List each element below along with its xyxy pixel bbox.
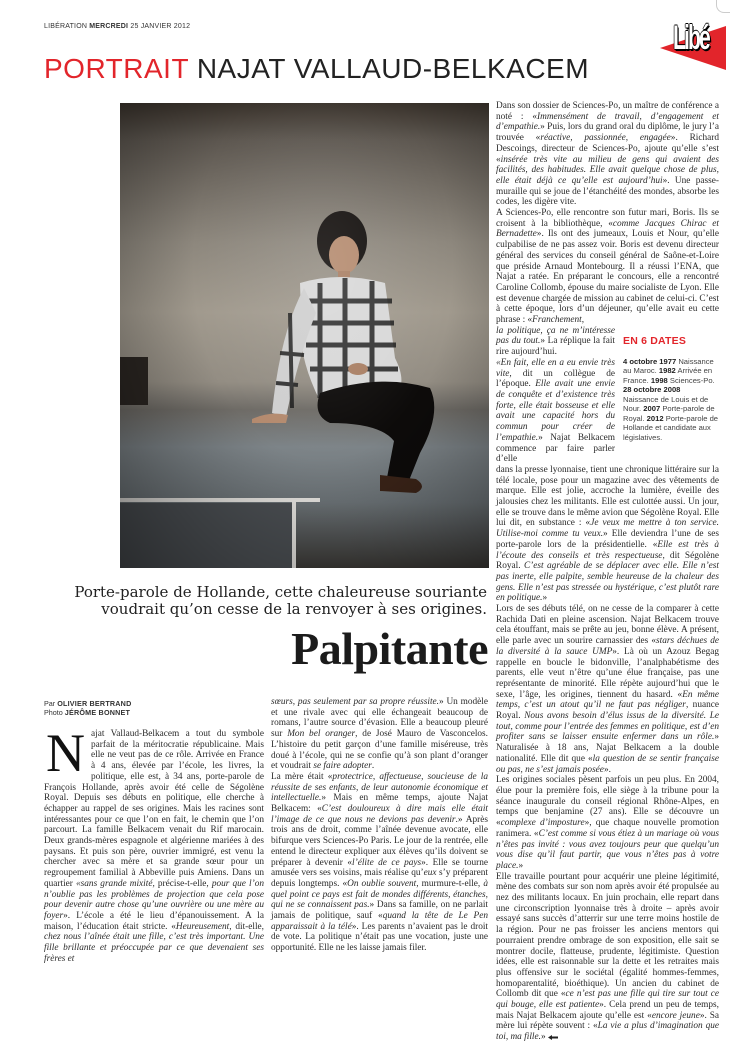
article-narrow-text: la politique, ça ne m’intéresse pas du tout.» La réplique la fait rire aujourd’hui. «En fait, elle en a eu envie très vite, dit un collègue de l’époque. Elle avait une envie de conquête et d’existence très forte, elle était bosseuse et elle avait une capacité hors du commun pour créer de l’empathie.» Najat Belkacem commence par faire parler d’elle — [496, 325, 615, 465]
date-item-text: Porte-parole de Hollande et candidate aux législatives. — [623, 413, 719, 442]
article-paragraph: sœurs, pas seulement par sa propre réussite.» Un modèle et une rivale avec qui elle échangeait beaucoup de romans, l’autre source d’évasion. Elle a beaucoup pleuré sur Mon bel oranger, de José Mauro de Vasconcelos. L’histoire du petit garçon d’une famille miséreuse, très doué à l’école, qui ne se confie qu’à son plant d’oranger et voudrait se faire adopter. — [271, 697, 489, 772]
article-column-1 — [44, 723, 264, 964]
folio-date: 25 JANVIER 2012 — [130, 23, 191, 30]
dates-split — [496, 326, 719, 465]
page-title — [44, 52, 589, 86]
photo-vignette — [120, 103, 489, 568]
drop-cap: N — [46, 723, 85, 783]
date-item-text: Porte-parole de Royal. — [623, 404, 715, 423]
article-paragraph: A Sciences-Po, elle rencontre son futur mari, Boris. Ils se croisent à la bibliothèque, «comme Jacques Chirac et Bernadette». Ils ont des jumeaux, Louis et Nour, qu’elle culpabilise de ne pas assez voir. Boris est devenu directeur général des services du conseil général de Saône-et-Loire que préside Arnaud Montebourg. Il a réussi l’ENA, que Najat a ratée. En préparant le concours, elle a rencontré Caroline Collomb, épouse du maire socialiste de Lyon. Elle est devenue chargée de mission au cabinet de celui-ci. C’est à cette époque, lors d’un déjeuner, qu’elle avait eu cette phrase : «Franchement, — [496, 208, 719, 326]
headline: Palpitante — [291, 623, 488, 674]
byline-author: OLIVIER BERTRAND — [57, 699, 132, 708]
date-item-date: 4 octobre 1977 — [623, 356, 677, 366]
folio — [44, 23, 190, 30]
date-item-text: Naissance de Louis et de Nour. — [623, 394, 709, 414]
byline-by-label: Par — [44, 699, 56, 708]
standfirst-line: Porte-parole de Hollande, cette chaleureuse souriante — [74, 583, 487, 601]
end-of-article-icon — [548, 1035, 558, 1040]
logo-wordmark: Libé — [673, 19, 709, 57]
dates-box — [623, 326, 719, 465]
libe-logo — [660, 12, 726, 70]
standfirst-line: voudrait qu’on cesse de la renvoyer à ses origines. — [101, 600, 487, 618]
portrait-photo — [120, 103, 489, 568]
article-paragraph: Lors de ses débuts télé, on ne cesse de la comparer à cette Rachida Dati en pleine ascension. Najat Belkacem trouve cela étouffant, mais se prête au jeu, bonne élève. A présent, elle parle avec un sourire carnassier des «stars déchues de la diversité à la sauce UMP». Là où un Azouz Begag rappelle en boucle le bidonville, l’analphabétisme des parents, elle veut n’être qu’une élue française, pas une représentante de minorité. Elle répète aujourd’hui que le sexe, l’âge, les origines, tiennent du hasard. «En même temps, c’est un atout qu’il ne faut pas négliger, nuance Royal. Nous avons besoin d’élus issus de la diversité. Le tout, comme pour l’entrée des femmes en politique, est d’en profiter sans se laisser ensuite enfermer dans un rôle.» Naturalisée à 18 ans, Najat Belkacem a la double nationalité. Elle dit que «la question de se sentir française ou pas, ne s’est jamais posée». — [496, 604, 720, 775]
date-item-text: Sciences-Po. — [669, 375, 715, 385]
section-label: PORTRAIT — [44, 53, 189, 84]
folio-weekday: MERCREDI — [89, 23, 129, 30]
article-paragraph: Najat Vallaud-Belkacem a tout du symbole parfait de la méritocratie républicaine. Mais elle ne veut pas de ce rôle. Arrivée en France à 4 ans, élevée par l’école, les livres, la politique, elle est, à 34 ans, porte-parole de François Hollande, après avoir été celle de Ségolène Royal. Depuis ses débuts en politique, elle cherche à échapper au rappel de ses origines. Mais les racines sont intéressantes pour ce que l’on en fait, le chemin que l’on parcourt. La famille Belkacem venait du Rif marocain. Deux grands-mères espagnole et algérienne mariées à des paysans. Et puis son père, ouvrier immigré, est venu la chercher avec sa mère et sa grande sœur pour un regroupement familial à Abbeville puis Amiens. Dans un quartier «sans grande mixité, précise-t-elle, pour que l’on n’oublie pas les problèmes de projection que cela pose pour devenir autre chose qu’une ouvrière ou une mère au foyer». L’école a été le lieu d’épanouissement. A la maison, l’éducation était stricte. «Heureusement, dit-elle, chez nous l’aînée était une fille, c’est très important. Une fille brillante et préoccupée par ce que devenaient ses frères et — [44, 723, 264, 964]
standfirst — [40, 584, 487, 618]
dates-box-title: EN 6 DATES — [623, 334, 687, 347]
date-item-date: 1982 — [658, 366, 676, 376]
date-item-text: Naissance au Maroc. — [623, 356, 714, 376]
date-item-date: 2007 — [643, 404, 661, 414]
article-column-3 — [496, 101, 719, 1043]
article-paragraph: dans la presse lyonnaise, tient une chronique littéraire sur la télé locale, pose pour un magazine avec des vêtements de marque. Elle est jolie, accroche la lumière, éveille des jalousies chez les militants. Elle est culottée aussi. Un jour, elle se trouve dans le même avion que Ségolène Royal. Elle lui dit, en substance : «Je veux me mettre à ton service. Utilise-moi comme tu veux.» Elle deviendra l’une de ses porte-parole lors de la présidentielle. «Elle est très à l’écoute des conseils et très respectueuse, dit Ségolène Royal. C’est agréable de se déplacer avec elle. Elle n’est pas inerte, elle palpite, semble heureuse de la chaleur des gens. Elle n’est pas stressée ou hystérique, c’est plutôt rare en politique.» — [496, 464, 720, 604]
byline-photo-label: Photo — [44, 708, 63, 717]
article-paragraph: Dans son dossier de Sciences-Po, un maître de conférence a noté : «Immensément de travail, d’engagement et d’empathie.» Puis, lors du grand oral du diplôme, le jury l’a trouvée «réactive, passionnée, engagée». Richard Descoings, directeur de Sciences-Po, ajoute qu’elle s’est «insérée très vite au milieu de gens qui avaient des facilités, des habitudes. Elle avait quelque chose de plus, elle était déjà ce qu’elle est aujourd’hui». Une passe-muraille qui se joue de l’étanchéité des mondes, absorbe les codes, les digère vite. — [496, 101, 719, 208]
article-paragraph: La mère était «protectrice, affectueuse, soucieuse de la réussite de ses enfants, de leur autonomie économique et intellectuelle.» Mais en même temps, ajoute Najat Belkacem: «C’est douloureux à dire mais elle était l’image de ce que nous ne devions pas devenir.» Après trois ans de droit, comme l’aînée devenue avocate, elle bifurque vers Sciences-Po Paris. Le jour de la rentrée, elle entend le directeur expliquer aux élèves qu’ils doivent se préparer à devenir «l’élite de ce pays». Elle se tourne amusée vers ses voisins, mais réalise qu’eux s’y préparent depuis longtemps. «On oublie souvent, murmure-t-elle, à quel point ce pays est fait de mondes différents, étanches, qui ne se connaissent pas.» Dans sa famille, on ne parlait jamais de politique, sauf «quand la tête de Le Pen apparaissait à la télé». Les parents n’avaient pas le droit de vote. La politique n’était pas une vocation, juste une opportunité. Elle ne les laisse jamais filer. — [271, 771, 489, 954]
date-item-date: 28 octobre 2008 — [623, 385, 681, 395]
byline — [44, 699, 131, 717]
date-item-date: 2012 — [646, 413, 664, 423]
publication-name: LIBÉRATION — [44, 23, 88, 30]
article-paragraph: Elle travaille pourtant pour acquérir une pleine légitimité, mène des combats sur son nom après avoir été propulsée au nez des militants locaux. En juin prochain, elle repart dans une circonscription lyonnaise très à droite – après avoir essayé sans succès d’atterrir sur une terre moins hostile de la région. Pour ne pas froisser les anciens mentors qui pourraient prendre ombrage de son exposition, elle sait se montrer docile, flatteuse, prudente, légitimiste. Question idées, elle est raisonnable sur la dette et les retraites mais plus offensive sur le sociétal (égalité hommes-femmes, homoparentalité, bioéthique). Un ancien du cabinet de Collomb dit que «ce n’est pas une fille qui tire sur tout ce qui bouge, elle est patiente». Cela prend un peu de temps, mais Najat Belkacem ajoute qu’elle est «encore jeune». Sa mère lui répète souvent : «La vie a plus d’imagination que toi, ma fille.» — [496, 871, 720, 1043]
byline-photographer: JÉRÔME BONNET — [64, 708, 131, 717]
date-item-text: Arrivée en France. — [623, 366, 713, 385]
article-paragraph: Les origines sociales pèsent parfois un peu plus. En 2004, élue pour la première fois, elle siège à la tribune pour la séance inaugurale du conseil régional Rhône-Alpes, en temps que benjamine (27 ans). Elle se découvre un «complexe d’imposture», que chaque nouvelle promotion ranimera. «C’est comme si vous étiez à un mariage où vous n’êtes pas invité : vous avez toujours peur que quelqu’un vous dise qu’il faut partir, que vous n’êtes pas à votre place.» — [496, 775, 720, 871]
date-item-date: 1998 — [650, 375, 668, 385]
subject-name: NAJAT VALLAUD-BELKACEM — [196, 53, 590, 84]
dates-list — [623, 357, 719, 443]
article-column-2 — [271, 697, 488, 954]
